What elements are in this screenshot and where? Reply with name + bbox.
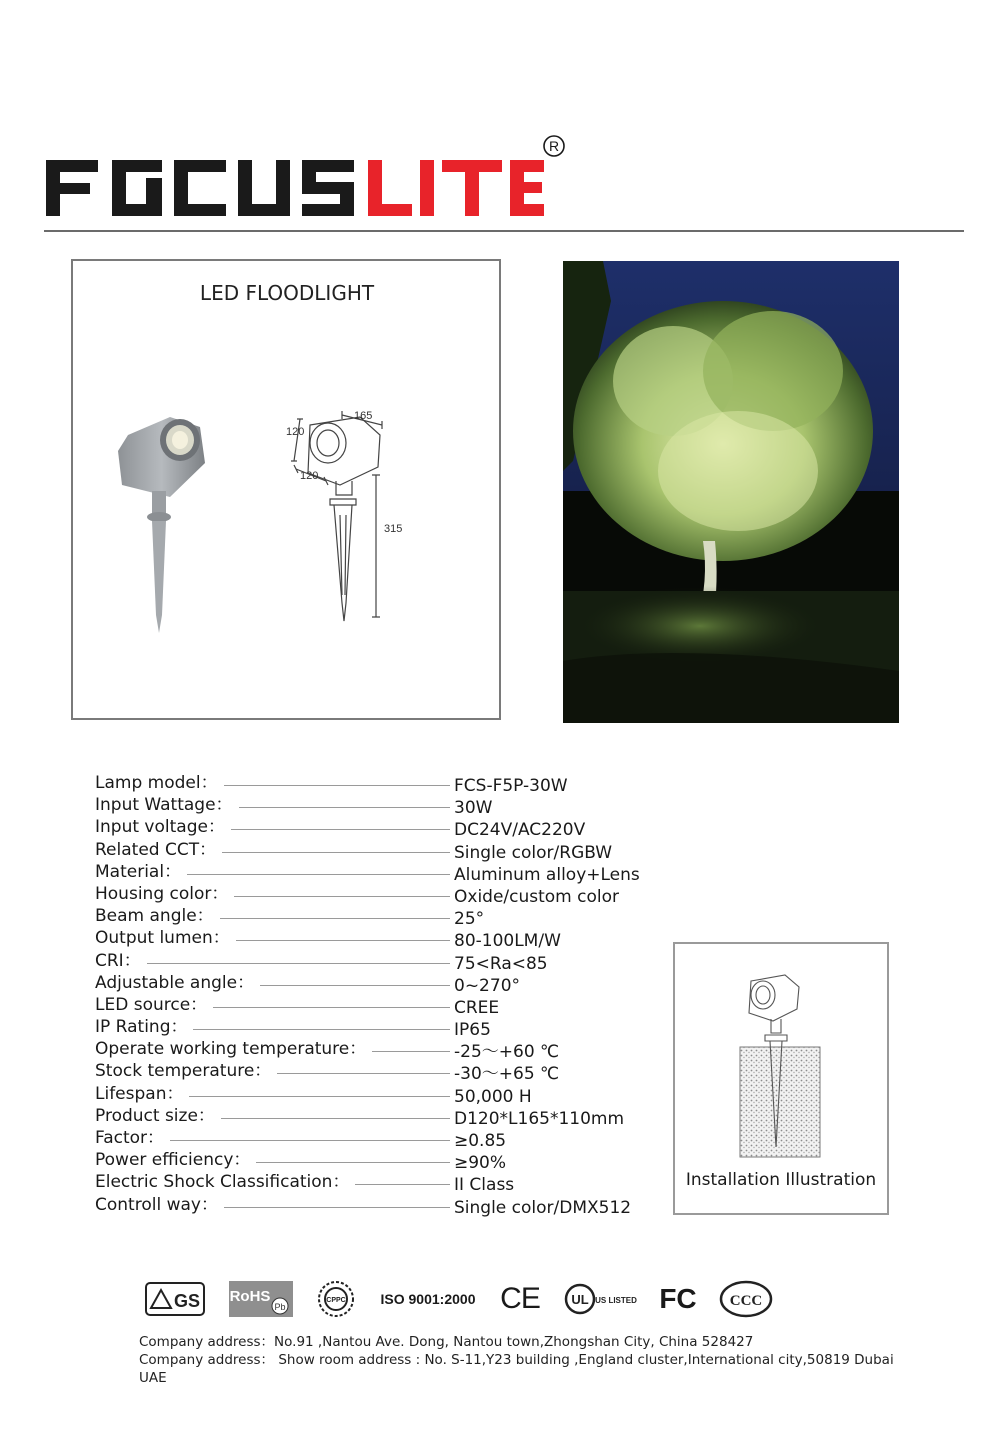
spec-label: Product size：: [95, 1105, 221, 1127]
brand-logo: [42, 130, 582, 230]
spec-row: [95, 861, 655, 883]
header-divider: [44, 230, 964, 232]
spec-label: Electric Shock Classification：: [95, 1171, 355, 1193]
spec-label: Power efficiency：: [95, 1149, 256, 1171]
svg-text:Pb: Pb: [274, 1302, 286, 1312]
spec-label: Controll way：: [95, 1194, 224, 1216]
spec-label: Input Wattage：: [95, 794, 239, 816]
spec-list: [95, 772, 655, 1216]
spec-label: Related CCT：: [95, 839, 222, 861]
spec-value: Oxide/custom color: [454, 886, 620, 907]
spec-row: [95, 1060, 655, 1085]
spec-row: [95, 1149, 655, 1174]
cppc-cert-icon: [316, 1276, 356, 1322]
ccc-cert-icon: [718, 1276, 774, 1322]
spec-value: -30～+65 ℃: [454, 1064, 560, 1085]
spec-value: CREE: [454, 997, 500, 1018]
spec-row: [95, 772, 655, 794]
spec-value: ≥0.85: [454, 1131, 507, 1151]
svg-text:US LISTED: US LISTED: [595, 1296, 637, 1305]
spec-leader-line: [95, 963, 450, 964]
installation-panel: [673, 942, 889, 1215]
svg-text:CPPC: CPPC: [326, 1297, 346, 1304]
installation-caption: Installation Illustration: [685, 1170, 877, 1190]
spec-value: -25～+60 ℃: [454, 1042, 560, 1063]
spec-value: ≥90%: [454, 1153, 507, 1174]
spec-value: 30W: [454, 798, 493, 819]
spec-row: [95, 816, 655, 841]
spec-label: Beam angle：: [95, 905, 220, 927]
spec-row: [95, 1038, 655, 1063]
spec-value: 50,000 H: [454, 1086, 532, 1107]
night-tree-photo: [563, 261, 899, 723]
installation-drawing: [725, 969, 835, 1164]
footer-address-line-2: Company address： Show room address : No. S-11,Y23 building ,England cluster,International city,50819 Dubai: [139, 1352, 894, 1368]
svg-text:RoHS: RoHS: [229, 1288, 271, 1305]
spec-label: Material：: [95, 861, 187, 883]
ul-cert-icon: [560, 1276, 640, 1322]
ce-cert-label: CE: [500, 1282, 540, 1315]
spec-label: IP Rating：: [95, 1016, 193, 1038]
svg-text:CCC: CCC: [729, 1293, 763, 1309]
rohs-cert-icon: [228, 1276, 296, 1322]
product-render-image: [100, 405, 230, 645]
spec-row: [95, 883, 655, 905]
spec-value: Aluminum alloy+Lens: [454, 864, 640, 885]
spec-label: Factor：: [95, 1127, 170, 1149]
spec-row: [95, 994, 655, 1016]
spec-row: [95, 905, 655, 930]
dim-width: 120: [286, 426, 305, 438]
footer-address-line-1: Company address：No.91 ,Nantou Ave. Dong, Nantou town,Zhongshan City, China 528427: [139, 1334, 754, 1350]
dim-length: 165: [354, 410, 373, 422]
fc-cert-label: FC: [659, 1283, 697, 1314]
spec-row: [95, 950, 655, 972]
spec-label: Input voltage：: [95, 816, 231, 838]
spec-label: Lifespan：: [95, 1083, 189, 1105]
spec-value: DC24V/AC220V: [454, 820, 586, 841]
spec-row: [95, 1016, 655, 1041]
spec-label: Lamp model：: [95, 772, 224, 794]
svg-text:GS: GS: [173, 1291, 201, 1311]
spec-value: Single color/RGBW: [454, 842, 613, 863]
spec-label: LED source：: [95, 994, 213, 1016]
spec-value: 75<Ra<85: [454, 953, 548, 974]
spec-value: II Class: [454, 1175, 515, 1196]
spec-value: 0~270°: [454, 975, 521, 996]
spec-label: CRI：: [95, 950, 147, 972]
dim-height: 315: [384, 523, 403, 535]
spec-row: [95, 1127, 655, 1149]
product-title: LED FLOODLIGHT: [199, 281, 375, 305]
spec-value: 80-100LM/W: [454, 931, 561, 952]
certification-logos: [140, 1276, 780, 1322]
spec-label: Stock temperature：: [95, 1060, 277, 1082]
spec-label: Adjustable angle：: [95, 972, 260, 994]
gs-cert-icon: [145, 1276, 205, 1322]
spec-row: [95, 1194, 655, 1216]
spec-row: [95, 1171, 655, 1196]
dim-depth: 120: [300, 470, 319, 482]
footer-address-line-3: UAE: [139, 1370, 167, 1386]
spec-value: D120*L165*110mm: [454, 1108, 625, 1129]
spec-row: [95, 972, 655, 994]
spec-value: 25°: [454, 909, 485, 930]
spec-row: [95, 839, 655, 861]
spec-value: Single color/DMX512: [454, 1197, 632, 1218]
spec-value: IP65: [454, 1020, 491, 1041]
spec-row: [95, 927, 655, 952]
spec-row: [95, 1083, 655, 1105]
svg-text:UL: UL: [571, 1292, 589, 1307]
footer-address: [139, 1333, 894, 1387]
spec-label: Output lumen：: [95, 927, 236, 949]
technical-drawing: [270, 395, 440, 635]
spec-value: FCS-F5P-30W: [454, 776, 568, 796]
spec-row: [95, 794, 655, 819]
spec-label: Housing color：: [95, 883, 234, 905]
registered-mark: R: [548, 138, 560, 154]
spec-row: [95, 1105, 655, 1127]
iso-cert-label: ISO 9001:2000: [380, 1291, 476, 1307]
spec-label: Operate working temperature：: [95, 1038, 372, 1060]
